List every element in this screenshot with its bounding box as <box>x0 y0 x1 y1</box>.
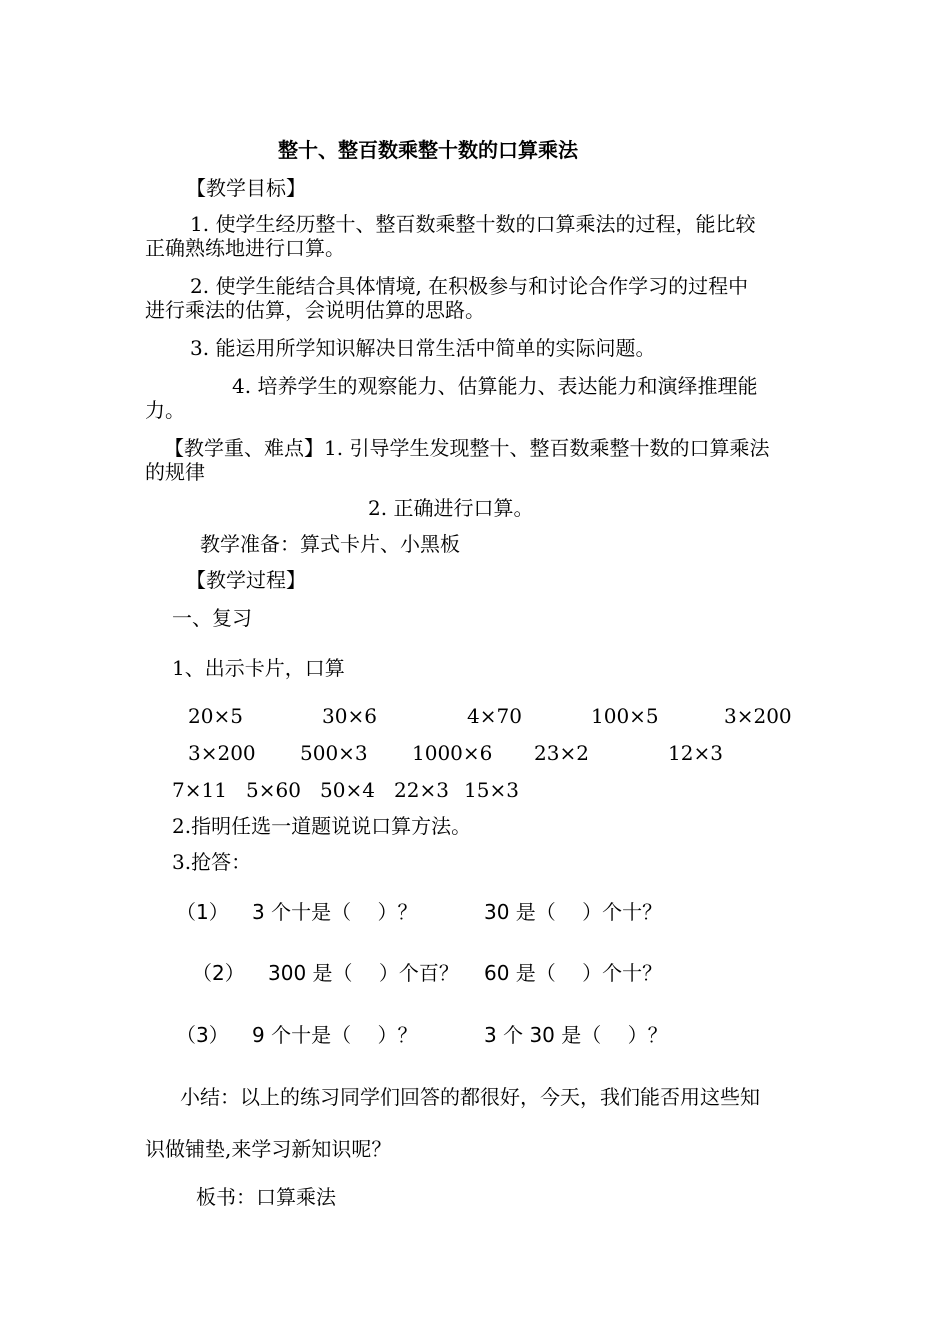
card-expression: 3×200 <box>724 704 792 728</box>
card-expression: 4×70 <box>467 704 522 728</box>
objective-3: 3. 能运用所学知识解决日常生活中简单的实际问题。 <box>190 336 656 360</box>
question-text: 3 个十是（ ）？ <box>252 900 418 924</box>
summary-line-1: 小结：以上的练习同学们回答的都很好，今天，我们能否用这些知 <box>180 1085 760 1109</box>
card-expression: 1000×6 <box>412 741 493 765</box>
card-expression: 30×6 <box>322 704 377 728</box>
objective-4-line-2: 力。 <box>145 398 185 422</box>
question-text: 60 是（ ）个十？ <box>484 961 663 985</box>
card-expression: 12×3 <box>668 741 723 765</box>
teaching-preparation: 教学准备：算式卡片、小黑板 <box>200 532 460 556</box>
item-quick-answer: 3.抢答： <box>172 850 252 874</box>
card-expression: 3×200 <box>188 741 256 765</box>
key-points-line-3: 2. 正确进行口算。 <box>368 496 534 520</box>
objectives-heading: 【教学目标】 <box>186 176 306 200</box>
objective-1-line-2: 正确熟练地进行口算。 <box>145 236 345 260</box>
card-expression: 500×3 <box>300 741 368 765</box>
card-expression: 15×3 <box>464 778 519 802</box>
card-expression: 5×60 <box>246 778 301 802</box>
card-expression: 7×11 <box>172 778 227 802</box>
card-expression: 50×4 <box>320 778 375 802</box>
question-text: 300 是（ ）个百？ <box>268 961 459 985</box>
card-expression: 100×5 <box>591 704 659 728</box>
section-review: 一、复习 <box>172 606 252 630</box>
question-number: （3） <box>176 1023 229 1047</box>
question-text: 3 个 30 是（ ）？ <box>484 1023 668 1047</box>
key-points-line-2: 的规律 <box>145 460 205 484</box>
question-number: （1） <box>176 900 229 924</box>
item-show-cards: 1、出示卡片，口算 <box>172 656 345 680</box>
objective-1-line-1: 1. 使学生经历整十、整百数乘整十数的口算乘法的过程，能比较 <box>190 212 756 236</box>
key-points-line-1: 【教学重、难点】1. 引导学生发现整十、整百数乘整十数的口算乘法 <box>164 436 770 460</box>
board-writing: 板书：口算乘法 <box>196 1185 336 1209</box>
summary-line-2: 识做铺垫,来学习新知识呢？ <box>145 1137 392 1161</box>
card-expression: 20×5 <box>188 704 243 728</box>
page-title: 整十、整百数乘整十数的口算乘法 <box>278 138 578 162</box>
item-explain-method: 2.指明任选一道题说说口算方法。 <box>172 814 472 838</box>
card-expression: 23×2 <box>534 741 589 765</box>
objective-4-line-1: 4. 培养学生的观察能力、估算能力、表达能力和演绎推理能 <box>232 374 758 398</box>
question-text: 9 个十是（ ）？ <box>252 1023 418 1047</box>
process-heading: 【教学过程】 <box>186 568 306 592</box>
card-expression: 22×3 <box>394 778 449 802</box>
question-text: 30 是（ ）个十？ <box>484 900 663 924</box>
objective-2-line-2: 进行乘法的估算，会说明估算的思路。 <box>145 298 485 322</box>
question-number: （2） <box>192 961 245 985</box>
objective-2-line-1: 2. 使学生能结合具体情境, 在积极参与和讨论合作学习的过程中 <box>190 274 749 298</box>
